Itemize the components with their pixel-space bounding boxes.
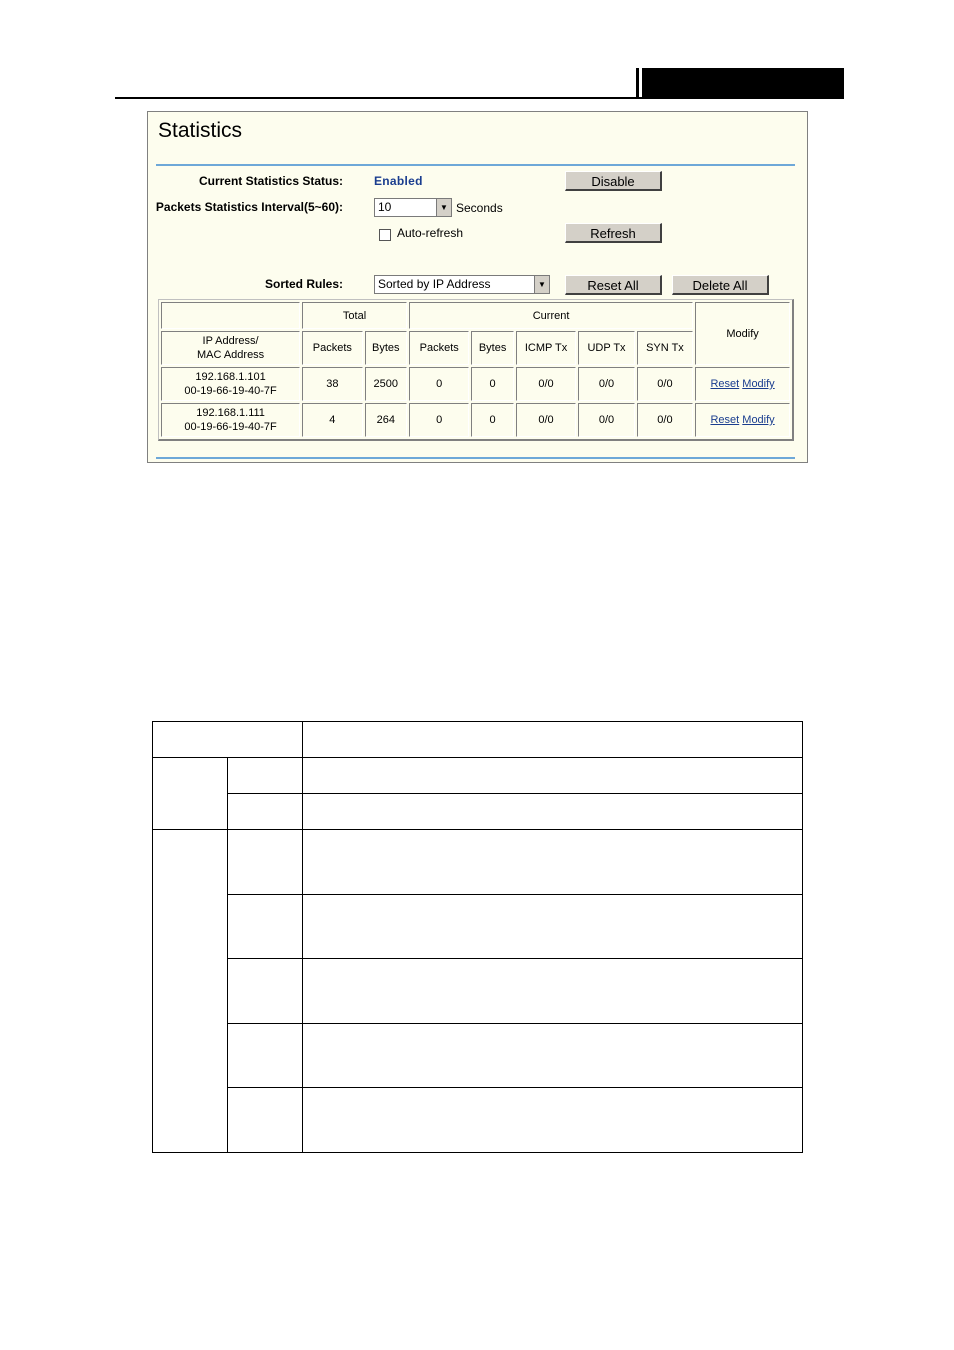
desc-header-cell: [153, 722, 303, 758]
total-packets-cell: 38: [302, 367, 362, 401]
syn-tx-cell: 0/0: [637, 367, 693, 401]
modify-cell: [695, 403, 790, 437]
total-bytes-cell: 264: [365, 403, 407, 437]
syn-tx-cell: 0/0: [637, 403, 693, 437]
total-bytes-cell: 2500: [365, 367, 407, 401]
interval-label: Packets Statistics Interval(5~60):: [155, 200, 343, 214]
modify-link[interactable]: Modify: [742, 378, 775, 390]
description-table: [152, 721, 803, 1153]
desc-text-cell: [303, 1024, 803, 1088]
auto-refresh-checkbox[interactable]: [379, 229, 391, 241]
dropdown-arrow-icon[interactable]: ▼: [436, 199, 451, 216]
ip-header: IP Address/: [202, 335, 259, 347]
current-bytes-cell: 0: [471, 367, 513, 401]
mac-header: MAC Address: [196, 349, 265, 361]
icmp-tx-cell: 0/0: [516, 367, 576, 401]
desc-sub-cell: [228, 830, 303, 895]
status-label: Current Statistics Status:: [198, 174, 343, 188]
ip-mac-cell: [161, 367, 300, 401]
desc-header-cell: [303, 722, 803, 758]
column-header: Bytes: [365, 331, 407, 365]
desc-text-cell: [303, 794, 803, 830]
total-packets-cell: 4: [302, 403, 362, 437]
mac-address: 00-19-66-19-40-7F: [184, 421, 277, 433]
desc-sub-cell: [228, 959, 303, 1024]
sorted-rules-value: Sorted by IP Address: [378, 277, 491, 291]
statistics-panel: [147, 111, 808, 463]
modify-header: Modify: [695, 302, 790, 365]
reset-link[interactable]: Reset: [710, 414, 740, 426]
column-header: SYN Tx: [637, 331, 693, 365]
total-group-header: Total: [302, 302, 407, 329]
header-rule: [115, 97, 844, 99]
current-bytes-cell: 0: [471, 403, 513, 437]
desc-text-cell: [303, 830, 803, 895]
interval-select[interactable]: [374, 198, 452, 217]
mac-address: 00-19-66-19-40-7F: [184, 385, 277, 397]
current-group-header: Current: [409, 302, 693, 329]
desc-text-cell: [303, 895, 803, 959]
desc-text-cell: [303, 1088, 803, 1153]
sorted-rules-select[interactable]: [374, 275, 550, 294]
reset-all-button[interactable]: Reset All: [565, 275, 662, 295]
modify-link[interactable]: Modify: [742, 414, 775, 426]
status-value: Enabled: [374, 174, 423, 188]
column-header: ICMP Tx: [516, 331, 576, 365]
desc-sub-cell: [228, 794, 303, 830]
interval-value: 10: [378, 200, 392, 214]
disable-button[interactable]: Disable: [565, 171, 662, 191]
delete-all-button[interactable]: Delete All: [672, 275, 769, 295]
column-header: Bytes: [471, 331, 513, 365]
dropdown-arrow-icon[interactable]: ▼: [534, 276, 549, 293]
page-title: Statistics: [158, 119, 243, 142]
modify-cell: [695, 367, 790, 401]
desc-group-cell: [153, 830, 228, 1153]
column-header: Packets: [409, 331, 469, 365]
title-divider: [156, 164, 795, 166]
sorted-rules-label: Sorted Rules:: [264, 277, 343, 291]
ip-mac-cell: [161, 403, 300, 437]
ip-address: 192.168.1.111: [196, 407, 265, 419]
desc-text-cell: [303, 758, 803, 794]
ip-mac-header: [161, 331, 300, 365]
desc-sub-cell: [228, 1024, 303, 1088]
statistics-table: [158, 299, 794, 441]
reset-link[interactable]: Reset: [710, 378, 740, 390]
udp-tx-cell: 0/0: [578, 367, 634, 401]
desc-sub-cell: [228, 758, 303, 794]
icmp-tx-cell: 0/0: [516, 403, 576, 437]
ip-address: 192.168.1.101: [195, 371, 266, 383]
column-header: Packets: [302, 331, 362, 365]
table-row: [161, 403, 790, 437]
header-black-block: [636, 68, 844, 99]
refresh-button[interactable]: Refresh: [565, 223, 662, 243]
bottom-divider: [156, 457, 795, 459]
desc-sub-cell: [228, 1088, 303, 1153]
desc-sub-cell: [228, 895, 303, 959]
table-row: [161, 367, 790, 401]
desc-text-cell: [303, 959, 803, 1024]
table-corner-cell: [161, 302, 300, 329]
udp-tx-cell: 0/0: [578, 403, 634, 437]
column-header: UDP Tx: [578, 331, 634, 365]
auto-refresh-label: Auto-refresh: [397, 226, 464, 240]
current-packets-cell: 0: [409, 367, 469, 401]
seconds-label: Seconds: [456, 201, 503, 215]
current-packets-cell: 0: [409, 403, 469, 437]
header-block-divider: [639, 68, 642, 99]
desc-group-cell: [153, 758, 228, 830]
